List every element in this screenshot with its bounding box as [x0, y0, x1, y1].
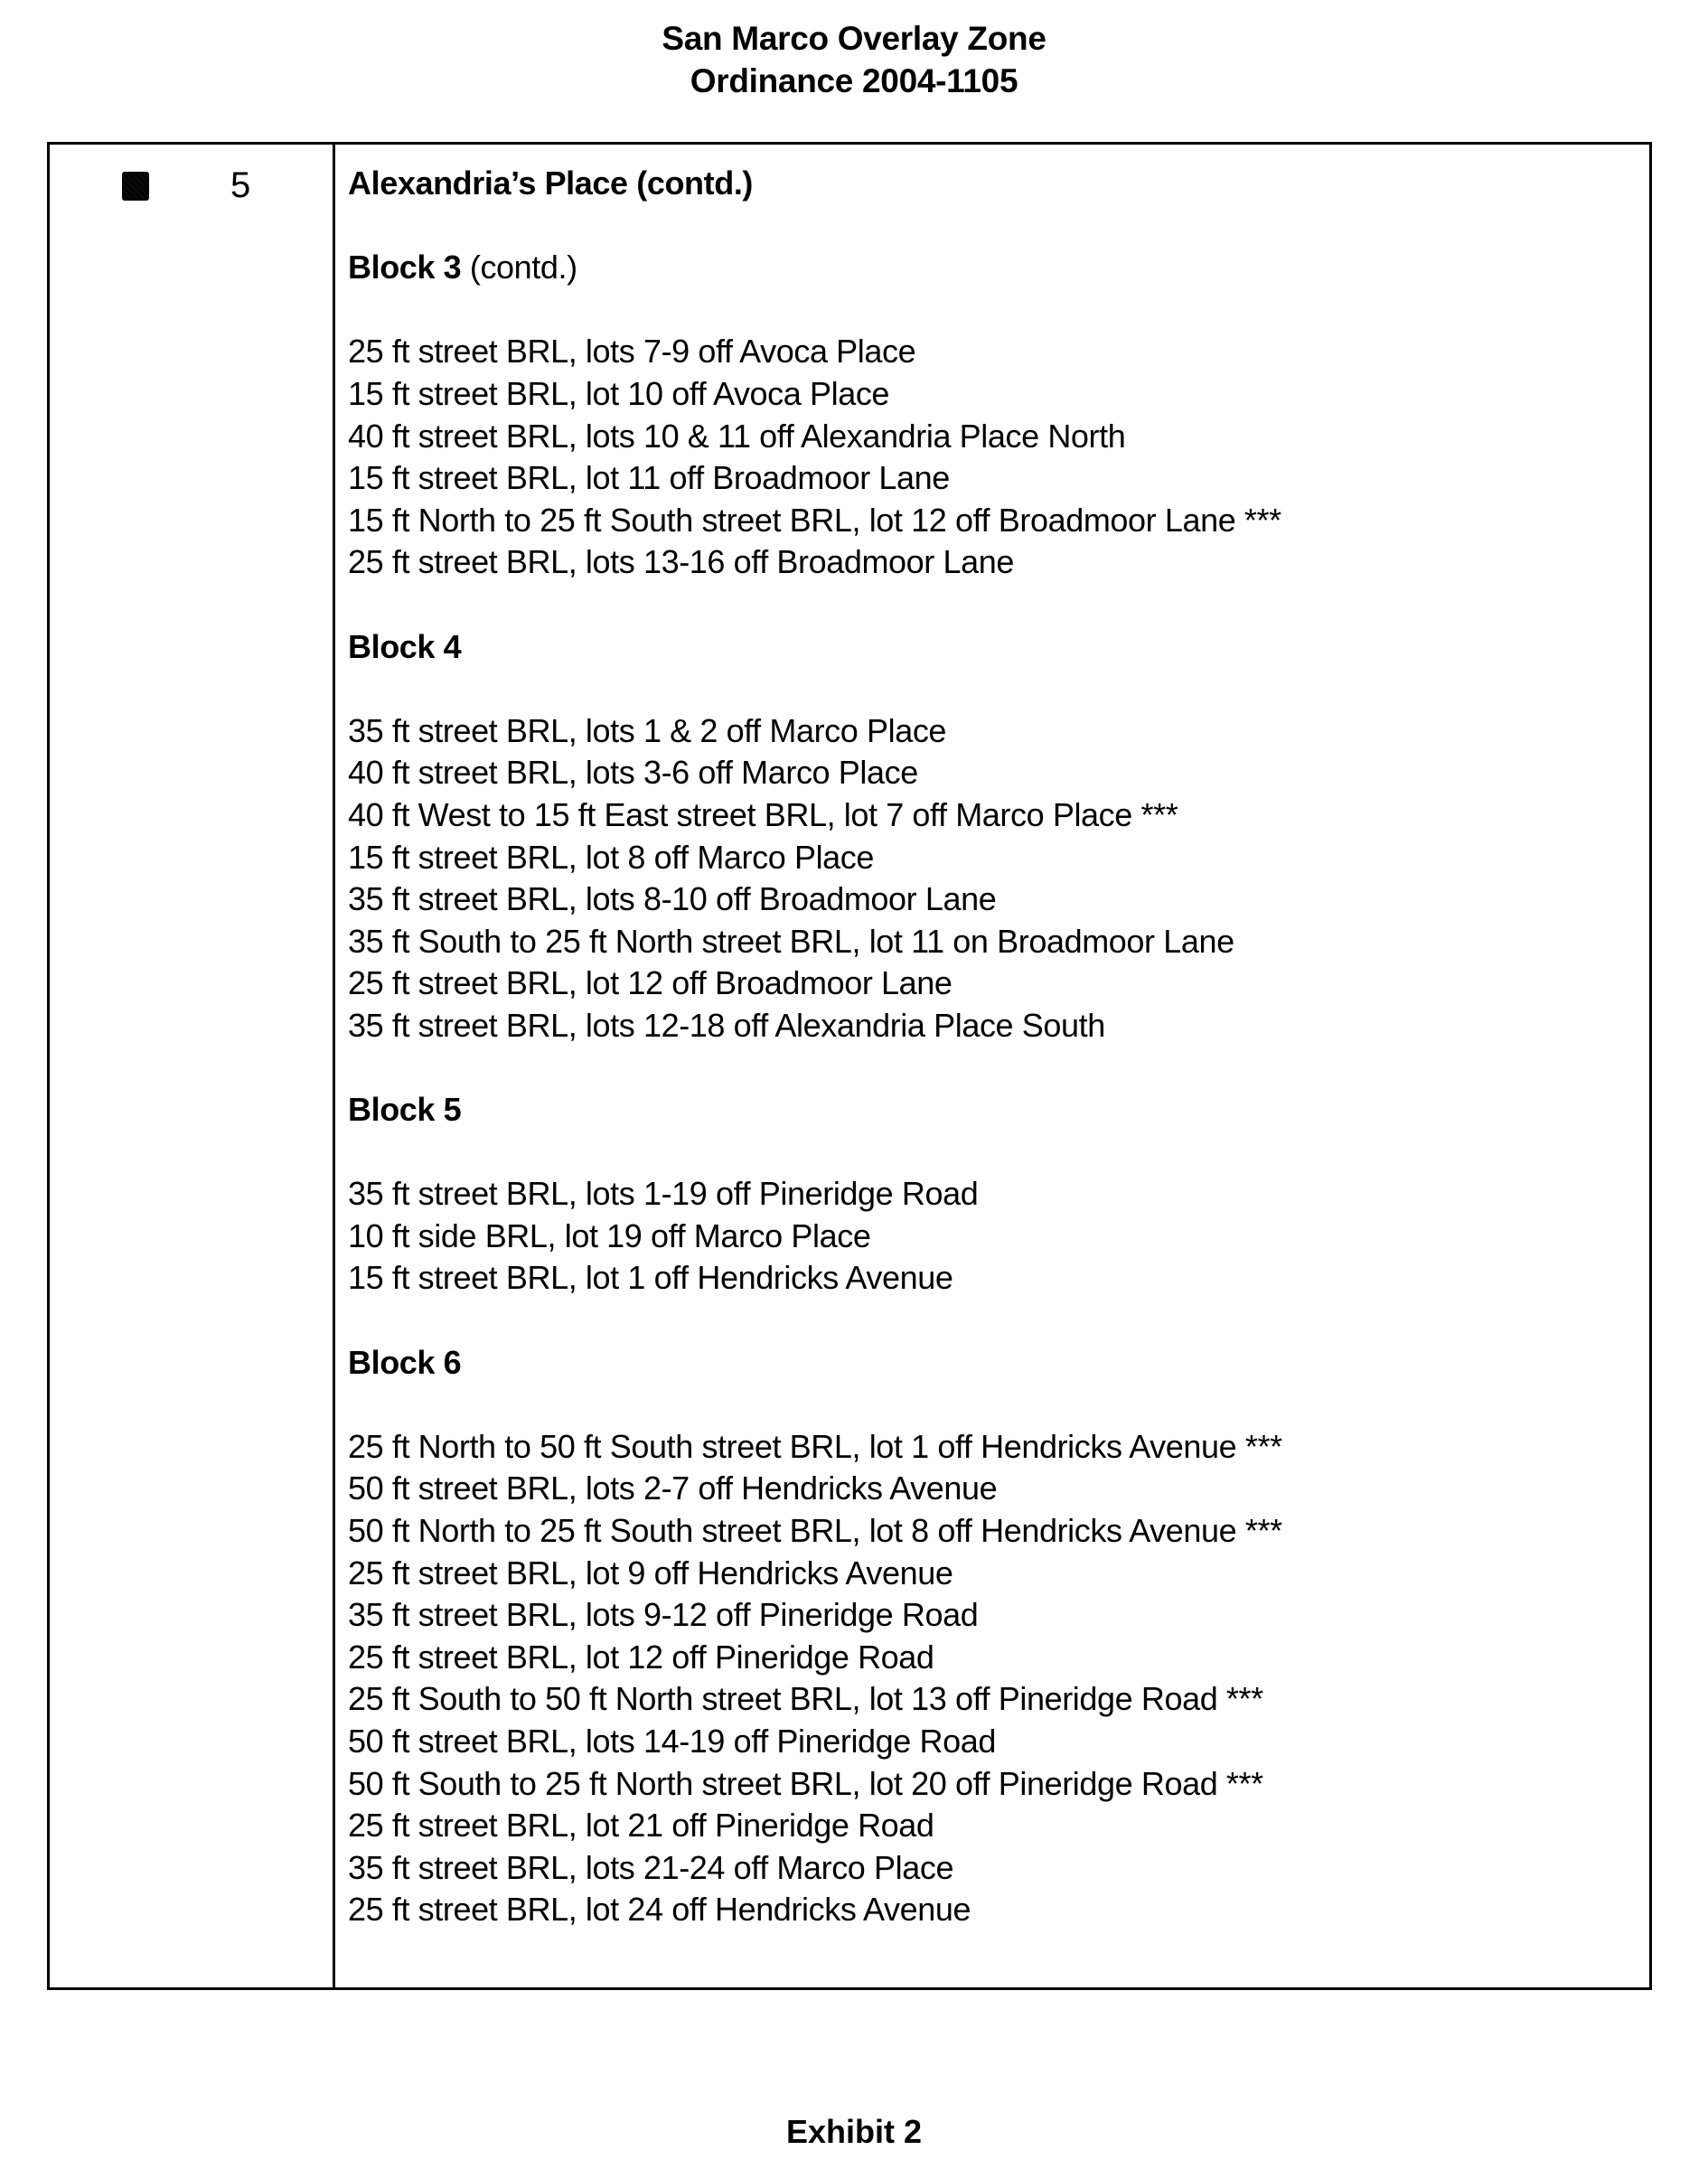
blocks-container [348, 247, 1631, 1931]
brl-line: 50 ft street BRL, lots 2-7 off Hendricks Avenue [348, 1469, 998, 1507]
block-title-suffix: (contd.) [461, 249, 577, 286]
block-title-label: Block 4 [348, 627, 462, 665]
brl-line: 25 ft street BRL, lot 21 off Pineridge Road [348, 1807, 934, 1845]
brl-line: 35 ft South to 25 ft North street BRL, lot 11 on Broadmoor Lane [348, 922, 1234, 960]
brl-line: 15 ft street BRL, lot 11 off Broadmoor Lane [348, 459, 950, 497]
block-title-label: Block 5 [348, 1091, 462, 1129]
overlay-zone-table [47, 142, 1652, 1990]
block-title [348, 247, 1631, 289]
brl-line: 35 ft street BRL, lots 12-18 off Alexandria Place South [348, 1006, 1105, 1044]
block-title-label: Block 6 [348, 1343, 462, 1381]
document-title: San Marco Overlay Zone [662, 20, 1046, 57]
brl-line: 25 ft street BRL, lots 13-16 off Broadmoor Lane [348, 543, 1014, 581]
brl-line: 25 ft North to 50 ft South street BRL, lot 1 off Hendricks Avenue *** [348, 1427, 1282, 1465]
brl-line: 15 ft street BRL, lot 10 off Avoca Place [348, 374, 890, 412]
ordinance-number: Ordinance 2004-1105 [690, 62, 1018, 99]
block-title [348, 1089, 1631, 1131]
scanned-glyph-icon [122, 172, 149, 201]
brl-list [348, 1426, 1631, 1931]
brl-line: 15 ft North to 25 ft South street BRL, lot 12 off Broadmoor Lane *** [348, 501, 1281, 539]
brl-line: 25 ft South to 50 ft North street BRL, lot 13 off Pineridge Road *** [348, 1680, 1263, 1718]
block-section [348, 1342, 1631, 1931]
brl-line: 25 ft street BRL, lot 12 off Pineridge Road [348, 1638, 934, 1676]
brl-line: 35 ft street BRL, lots 1 & 2 off Marco Place [348, 711, 947, 749]
brl-line: 50 ft street BRL, lots 14-19 off Pineridge Road [348, 1722, 996, 1760]
brl-line: 40 ft street BRL, lots 3-6 off Marco Place [348, 754, 918, 792]
exhibit-label: Exhibit 2 [785, 2113, 923, 2150]
item-cell [50, 145, 333, 1987]
block-title-label: Block 3 [348, 249, 462, 286]
block-section [348, 626, 1631, 1047]
column-divider [333, 145, 335, 1987]
brl-line: 50 ft North to 25 ft South street BRL, lot 8 off Hendricks Avenue *** [348, 1512, 1282, 1549]
section-heading: Alexandria’s Place (contd.) [348, 164, 754, 202]
brl-line: 40 ft West to 15 ft East street BRL, lot 7 off Marco Place *** [348, 795, 1178, 833]
brl-list [348, 1173, 1631, 1300]
brl-line: 15 ft street BRL, lot 8 off Marco Place [348, 838, 875, 876]
brl-list [348, 331, 1631, 584]
brl-list [348, 710, 1631, 1047]
brl-line: 15 ft street BRL, lot 1 off Hendricks Avenue [348, 1259, 953, 1297]
block-section [348, 1089, 1631, 1300]
brl-line: 40 ft street BRL, lots 10 & 11 off Alexandria Place North [348, 417, 1126, 455]
brl-line: 25 ft street BRL, lot 9 off Hendricks Avenue [348, 1554, 953, 1592]
item-number: 5 [230, 165, 251, 205]
brl-line: 35 ft street BRL, lots 21-24 off Marco Place [348, 1848, 954, 1886]
brl-line: 25 ft street BRL, lot 12 off Broadmoor Lane [348, 964, 953, 1002]
brl-line: 35 ft street BRL, lots 1-19 off Pineridge Road [348, 1175, 979, 1213]
brl-line: 35 ft street BRL, lots 9-12 off Pineridge Road [348, 1596, 979, 1634]
block-title [348, 1342, 1631, 1385]
block-section [348, 247, 1631, 584]
description-cell [348, 163, 1631, 1931]
brl-line: 25 ft street BRL, lot 24 off Hendricks Avenue [348, 1891, 971, 1929]
brl-line: 25 ft street BRL, lots 7-9 off Avoca Place [348, 333, 916, 371]
brl-line: 50 ft South to 25 ft North street BRL, lot 20 off Pineridge Road *** [348, 1764, 1263, 1802]
brl-line: 10 ft side BRL, lot 19 off Marco Place [348, 1216, 871, 1254]
brl-line: 35 ft street BRL, lots 8-10 off Broadmoor Lane [348, 880, 997, 918]
block-title [348, 626, 1631, 669]
